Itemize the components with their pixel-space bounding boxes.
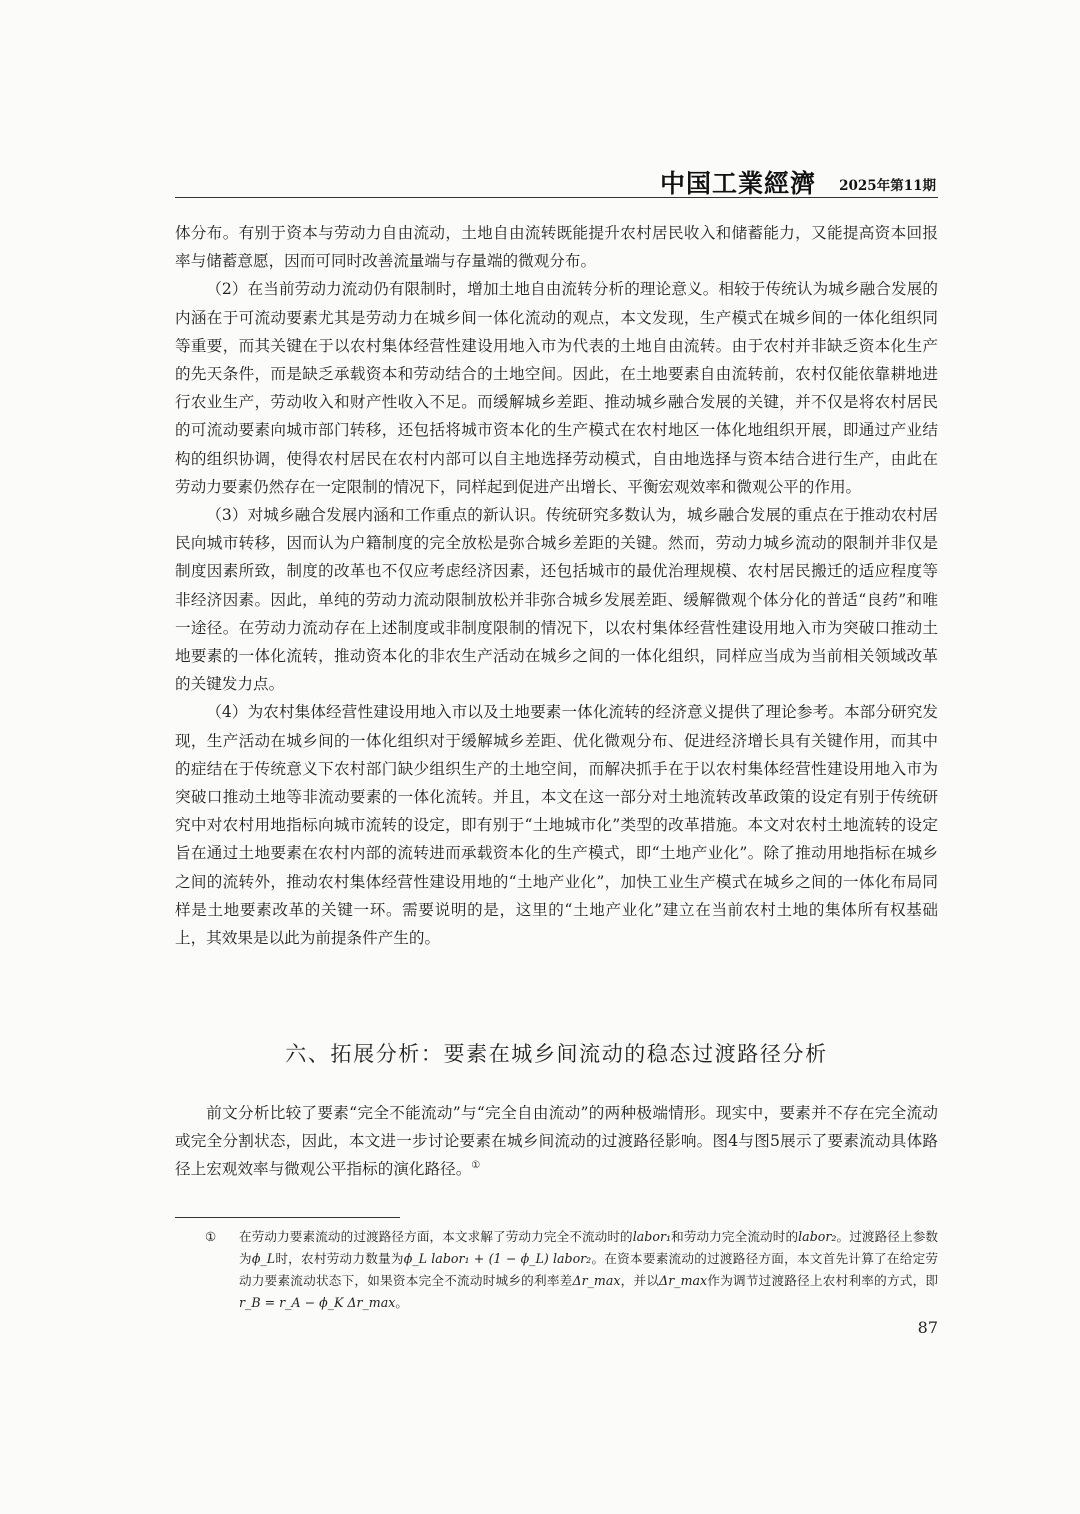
page-number: 87 — [917, 1318, 938, 1337]
section-paragraph-text: 前文分析比较了要素“完全不能流动”与“完全自由流动”的两种极端情形。现实中，要素并不存在完全流动或完全分割状态，因此，本文进一步讨论要素在城乡间流动的过渡路径影响。图4与图5展示了要素流动具体路径上宏观效率与微观公平指标的演化路径。 — [175, 1104, 938, 1179]
section-body — [175, 1099, 938, 1184]
footnote — [175, 1226, 938, 1314]
footnote-text-6: ，并以 — [620, 1273, 660, 1288]
footnote-body — [239, 1226, 938, 1314]
math-labor1: labor₁ — [632, 1229, 672, 1244]
footnote-text-1: 在劳动力要素流动的过渡路径方面，本文求解了劳动力完全不流动时的 — [239, 1229, 633, 1244]
running-header — [175, 162, 938, 198]
paragraph-point-4: （4）为农村集体经营性建设用地入市以及土地要素一体化流转的经济意义提供了理论参考。本部分研究发现，生产活动在城乡间的一体化组织对于缓解城乡差距、优化微观分布、促进经济增长具有关键作用，而其中的症结在于传统意义下农村部门缺少组织生产的土地空间，而解决抓手在于以农村集体经营性建设用地入市为突破口推动土地等非流动要素的一体化流转。并且，本文在这一部分对土地流转改革政策的设定有别于传统研究中对农村用地指标向城市流转的设定，即有别于“土地城市化”类型的改革措施。本文对农村土地流转的设定旨在通过土地要素在农村内部的流转进而承载资本化的生产模式，即“土地产业化”。除了推动用地指标在城乡之间的流转外，推动农村集体经营性建设用地的“土地产业化”，加快工业生产模式在城乡之间的一体化布局同样是土地要素改革的关键一环。需要说明的是，这里的“土地产业化”建立在当前农村土地的集体所有权基础上，其效果是以此为前提条件产生的。 — [175, 703, 939, 948]
footnote-reference[interactable]: ① — [471, 1160, 481, 1172]
paragraph-point-2: （2）在当前劳动力流动仍有限制时，增加土地自由流转分析的理论意义。相较于传统认为城乡融合发展的内涵在于可流动要素尤其是劳动力在城乡间一体化流动的观点，本文发现，生产模式在城乡间的一体化组织同等重要，而其关键在于以农村集体经营性建设用地入市为代表的土地自由流转。由于农村并非缺乏资本化生产的先天条件，而是缺乏承载资本和劳动结合的土地空间。因此，在土地要素自由流转前，农村仅能依靠耕地进行农业生产，劳动收入和财产性收入不足。而缓解城乡差距、推动城乡融合发展的关键，并不仅是将农村居民的可流动要素向城市部门转移，还包括将城市资本化的生产模式在农村地区一体化地组织开展，即通过产业结构的组织协调，使得农村居民在农村内部可以自主地选择劳动模式，自由地选择与资本结合进行生产，由此在劳动力要素仍然存在一定限制的情况下，同样起到促进产出增长、平衡宏观效率和微观公平的作用。 — [175, 280, 939, 496]
math-phi-l: ϕ_L — [251, 1251, 276, 1266]
paragraph-continuation: 体分布。有别于资本与劳动力自由流动，土地自由流转既能提升农村居民收入和储蓄能力，又能提高资本回报率与储蓄意愿，因而可同时改善流量端与存量端的微观分布。 — [175, 224, 938, 271]
footnote-marker: ① — [205, 1229, 217, 1244]
footnote-rule — [175, 1217, 400, 1218]
math-delta-r-2: Δr_max — [659, 1273, 708, 1288]
footnote-text-3: 。过渡路径上参数为 — [239, 1229, 939, 1266]
footnote-text-8: 。 — [395, 1295, 408, 1310]
math-labor2: labor₂ — [798, 1229, 837, 1244]
footnote-text-7: 作为调节过渡路径上农村利率的方式，即 — [707, 1273, 939, 1288]
paragraph-point-3: （3）对城乡融合发展内涵和工作重点的新认识。传统研究多数认为，城乡融合发展的重点在于推动农村居民向城市转移，因而认为户籍制度的完全放松是弥合城乡差距的关键。然而，劳动力城乡流动的限制并非仅是制度因素所致，制度的改革也不仅应考虑经济因素，还包括城市的最优治理规模、农村居民搬迁的适应程度等非经济因素。因此，单纯的劳动力流动限制放松并非弥合城乡发展差距、缓解微观个体分化的普适“良药”和唯一途径。在劳动力流动存在上述制度或非制度限制的情况下，以农村集体经营性建设用地入市为突破口推动土地要素的一体化流转，推动资本化的非农生产活动在城乡之间的一体化组织，同样应当成为当前相关领域改革的关键发力点。 — [175, 506, 939, 694]
footnote-text-2: 和劳动力完全流动时的 — [671, 1229, 799, 1244]
section-heading: 六、拓展分析：要素在城乡间流动的稳态过渡路径分析 — [285, 1042, 828, 1066]
footnote-text-5: 。在资本要素流动的过渡路径方面，本文首先计算了在给定劳动力要素流动状态下，如果资本完全不流动时城乡的利率差 — [239, 1251, 939, 1288]
journal-title: 中国工業經濟 — [659, 169, 816, 198]
body-text — [175, 219, 938, 952]
footnote-text-4: 时，农村劳动力数量为 — [275, 1251, 404, 1266]
header-rule — [175, 197, 938, 198]
issue-number: 2025年第11期 — [839, 178, 936, 194]
section-paragraph — [175, 1099, 938, 1184]
math-rural-rate: r_B = r_A − ϕ_K Δr_max — [239, 1295, 396, 1310]
math-rural-labor: ϕ_L labor₁ + (1 − ϕ_L) labor₂ — [403, 1251, 592, 1266]
math-delta-r-1: Δr_max — [572, 1273, 621, 1288]
